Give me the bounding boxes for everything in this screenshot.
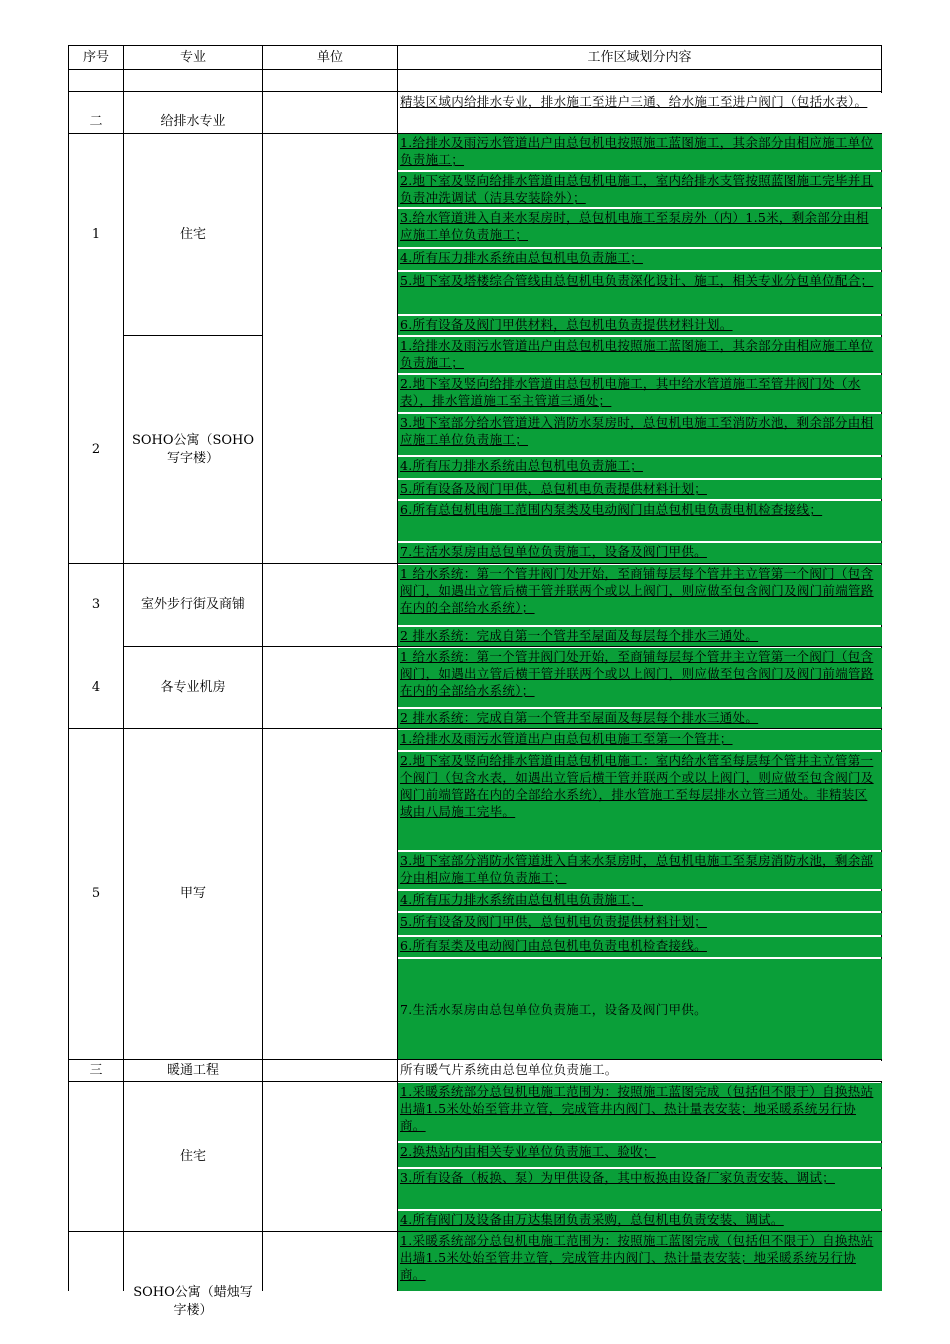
work-item: 3.地下室部分消防水管道进入自来水泵房时，总包机电施工至泵房消防水池，剩余部分由相应施工单位负责施工；: [398, 852, 882, 889]
work-item: 1.给排水及雨污水管道出户由总包机电施工至第一个管井；: [398, 730, 882, 750]
row-number: 2: [91, 441, 101, 457]
work-item: 1.采暖系统部分总包机电施工范围为：按照施工蓝图完成（包括但不限于）自换热站出墙1.5米处始至管井立管，完成管井内阀门、热计量表安装；地采暖系统另行协商。: [398, 1083, 882, 1141]
work-item: 6.所有总包机电施工范围内泵类及电动阀门由总包机电负责电机检查接线；: [398, 501, 882, 541]
section-major: 暖通工程: [166, 1062, 219, 1078]
work-item: 4.所有压力排水系统由总包机电负责施工；: [398, 891, 882, 911]
work-item: 7.生活水泵房由总包单位负责施工，设备及阀门甲供。: [398, 959, 882, 1059]
work-item: 5.所有设备及阀门甲供，总包机电负责提供材料计划；: [398, 913, 882, 935]
work-item: 1 给水系统：第一个管井阀门处开始，至商铺每层每个管井主立管第一个阀门（包含阀门，如遇出立管后横干管并联两个或以上阀门，则应做至包含阀门及阀门前端管路在内的全部给水系统）；: [398, 565, 882, 625]
work-item: 2 排水系统：完成自第一个管井至屋面及每层每个排水三通处。: [398, 709, 882, 728]
work-item: 4.所有阀门及设备由万达集团负责采购，总包机电负责安装、调试。: [398, 1211, 882, 1231]
row-number: 4: [91, 679, 101, 695]
row-major: 甲写: [179, 886, 206, 901]
section-number: 三: [89, 1062, 103, 1078]
header-content: 工作区域划分内容: [587, 49, 692, 65]
row-major: SOHO公寓（SOHO写字楼）: [131, 432, 255, 466]
section-major: 给排水专业: [160, 114, 226, 129]
section-content: 精装区域内给排水专业，排水施工至进户三通、给水施工至进户阀门（包括水表）。: [398, 93, 882, 133]
header-no: 序号: [82, 49, 109, 65]
work-item: 6.所有泵类及电动阀门由总包机电负责电机检查接线。: [398, 937, 882, 957]
work-item: 2.地下室及竖向给排水管道由总包机电施工，其中给水管道施工至管井阀门处（水表），排水管道施工至主管道三通处；: [398, 375, 882, 412]
row-number: 5: [91, 886, 101, 901]
work-item: 1.给排水及雨污水管道出户由总包机电按照施工蓝图施工，其余部分由相应施工单位负责施工；: [398, 337, 882, 373]
grid-line: [68, 69, 882, 70]
row-number: 3: [91, 597, 101, 612]
work-item: 5.所有设备及阀门甲供，总包机电负责提供材料计划；: [398, 480, 882, 499]
work-item: 3.所有设备（板换、泵）为甲供设备，其中板换由设备厂家负责安装、调试；: [398, 1169, 882, 1209]
work-item: 5.地下室及塔楼综合管线由总包机电负责深化设计、施工，相关专业分包单位配合；: [398, 272, 882, 314]
row-number: 1: [91, 226, 101, 242]
work-item: 2.地下室及竖向给排水管道由总包机电施工：室内给水管至每层每个管井主立管第一个阀门（包含水表，如遇出立管后横干管并联两个或以上阀门，则应做至包含阀门及阀门前端管路在内的全部给水系统），排水管施工至每层排水立管三通处。非精装区域由八局施工完毕。: [398, 752, 882, 850]
row-major: SOHO公寓（蜡烛写字楼）: [133, 1285, 253, 1318]
work-item: 1.给排水及雨污水管道出户由总包机电按照施工蓝图施工，其余部分由相应施工单位负责施工；: [398, 134, 882, 170]
work-item: 1.采暖系统部分总包机电施工范围为：按照施工蓝图完成（包括但不限于）自换热站出墙1.5米处始至管井立管，完成管井内阀门、热计量表安装；地采暖系统另行协商。: [398, 1232, 882, 1291]
work-item: 2 排水系统：完成自第一个管井至屋面及每层每个排水三通处。: [398, 627, 882, 646]
header-unit: 单位: [316, 49, 343, 65]
row-major: 各专业机房: [160, 679, 226, 695]
work-item: 3.给水管道进入自来水泵房时，总包机电施工至泵房外（内）1.5米，剩余部分由相应施工单位负责施工；: [398, 209, 882, 247]
work-item: 4.所有压力排水系统由总包机电负责施工；: [398, 249, 882, 270]
work-item: 2.换热站内由相关专业单位负责施工、验收；: [398, 1143, 882, 1167]
work-item: 7.生活水泵房由总包单位负责施工，设备及阀门甲供。: [398, 543, 882, 563]
header-major: 专业: [179, 49, 206, 65]
grid-line: [262, 45, 263, 1291]
row-major: 室外步行街及商铺: [140, 597, 245, 612]
row-major: 住宅: [179, 1148, 206, 1164]
section-content: 所有暖气片系统由总包单位负责施工。: [398, 1061, 882, 1081]
work-item: 2.地下室及竖向给排水管道由总包机电施工，室内给排水支管按照蓝图施工完毕并且负责冲洗调试（洁具安装除外）；: [398, 172, 882, 207]
work-item: 3.地下室部分给水管道进入消防水泵房时，总包机电施工至消防水池，剩余部分由相应施工单位负责施工；: [398, 414, 882, 455]
row-major: 住宅: [179, 226, 206, 242]
work-item: 1 给水系统：第一个管井阀门处开始，至商铺每层每个管井主立管第一个阀门（包含阀门，如遇出立管后横干管并联两个或以上阀门，则应做至包含阀门及阀门前端管路在内的全部给水系统）；: [398, 648, 882, 707]
work-item: 4.所有压力排水系统由总包机电负责施工；: [398, 457, 882, 478]
work-item: 6.所有设备及阀门甲供材料，总包机电负责提供材料计划。: [398, 316, 882, 335]
section-number: 二: [89, 114, 103, 129]
